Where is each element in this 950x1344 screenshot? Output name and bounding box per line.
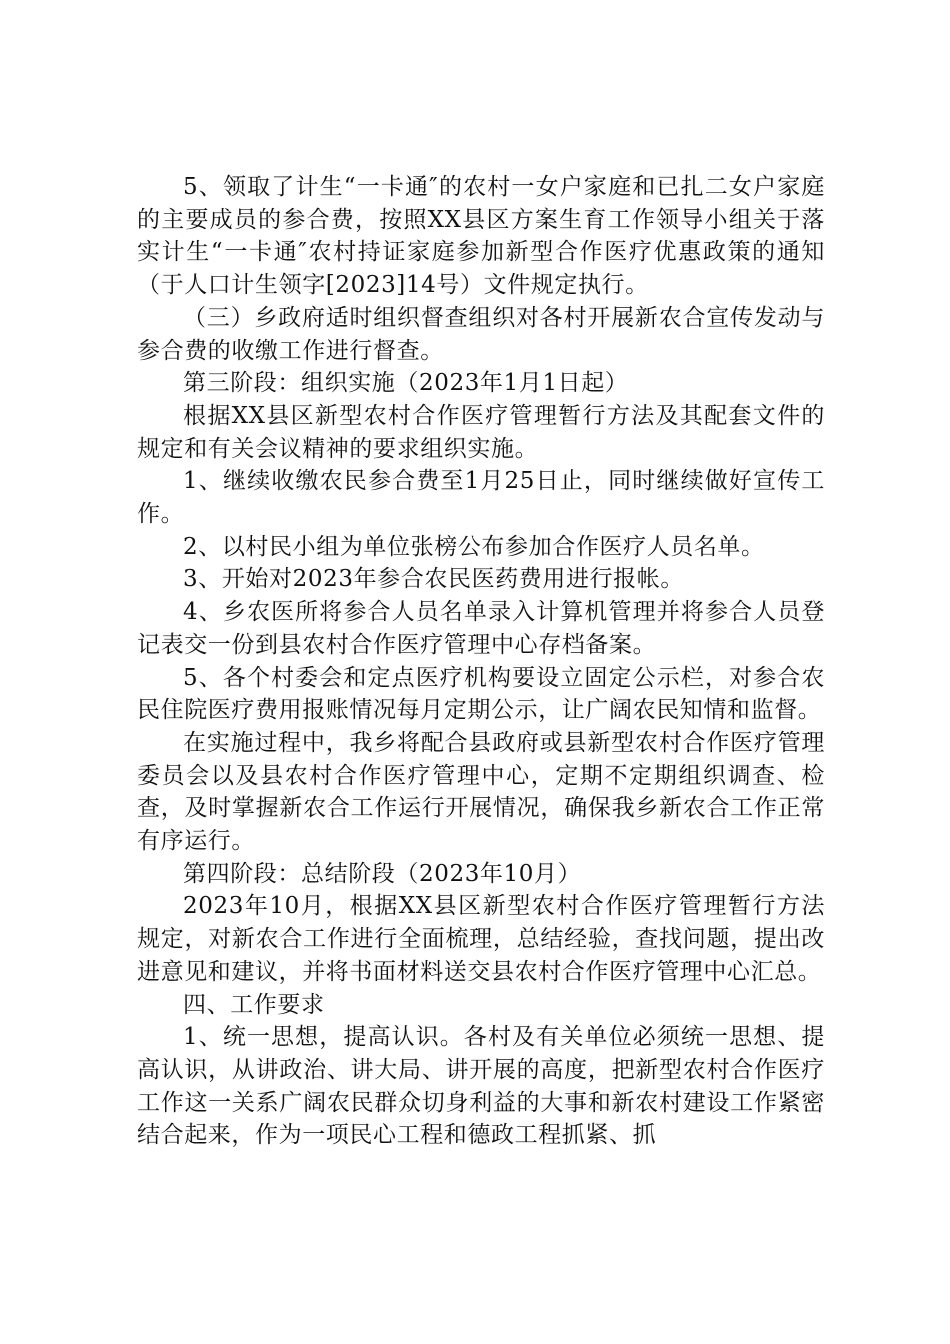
paragraph-stage-3-intro: 根据XX县区新型农村合作医疗管理暂行方法及其配套文件的规定和有关会议精神的要求组织实施。 [137, 402, 825, 462]
paragraph-stage-3-item-5: 5、各个村委会和定点医疗机构要设立固定公示栏，对参合农民住院医疗费用报账情况每月定期公示，让广阔农民知情和监督。 [137, 664, 825, 724]
paragraph-stage-3-item-4: 4、乡农医所将参合人员名单录入计算机管理并将参合人员登记表交一份到县农村合作医疗管理中心存档备案。 [137, 599, 825, 658]
paragraph-stage-3-item-2: 2、以村民小组为单位张榜公布参加合作医疗人员名单。 [183, 533, 765, 560]
paragraph-section-3-supervision: （三）乡政府适时组织督查组织对各村开展新农合宣传发动与参合费的收缴工作进行督查。 [137, 304, 825, 364]
paragraph-stage-3-item-1: 1、继续收缴农民参合费至1月25日止，同时继续做好宣传工作。 [137, 468, 825, 528]
paragraph-implementation: 在实施过程中，我乡将配合县政府或县新型农村合作医疗管理委员会以及县农村合作医疗管理中心，定期不定期组织调查、检查，及时掌握新农合工作运行开展情况，确保我乡新农合工作正常有序运行。 [137, 729, 825, 855]
paragraph-requirement-1: 1、统一思想，提高认识。各村及有关单位必须统一思想、提高认识，从讲政治、讲大局、讲开展的高度，把新型农村合作医疗工作这一关系广阔农民群众切身利益的大事和新农村建设工作紧密结合起来，作为一项民心工程和德政工程抓紧、抓 [137, 1024, 825, 1149]
paragraph-stage-3-item-3: 3、开始对2023年参合农民医药费用进行报帐。 [183, 566, 684, 593]
paragraph-item-5-family-fee: 5、领取了计生“一卡通″的农村一女户家庭和已扎二女户家庭的主要成员的参合费，按照XX县区方案生育工作领导小组关于落实计生“一卡通″农村持证家庭参加新型合作医疗优惠政策的通知（于人口计生领字[2023]14号）文件规定执行。 [137, 174, 825, 299]
heading-work-requirements: 四、工作要求 [183, 991, 325, 1018]
heading-stage-4: 第四阶段：总结阶段（2023年10月） [183, 860, 582, 887]
document-body [137, 171, 825, 1152]
heading-stage-3: 第三阶段：组织实施（2023年1月1日起） [183, 370, 629, 397]
paragraph-stage-4-summary: 2023年10月，根据XX县区新型农村合作医疗管理暂行方法规定，对新农合工作进行全面梳理，总结经验，查找问题，提出改进意见和建议，并将书面材料送交县农村合作医疗管理中心汇总。 [137, 893, 825, 985]
